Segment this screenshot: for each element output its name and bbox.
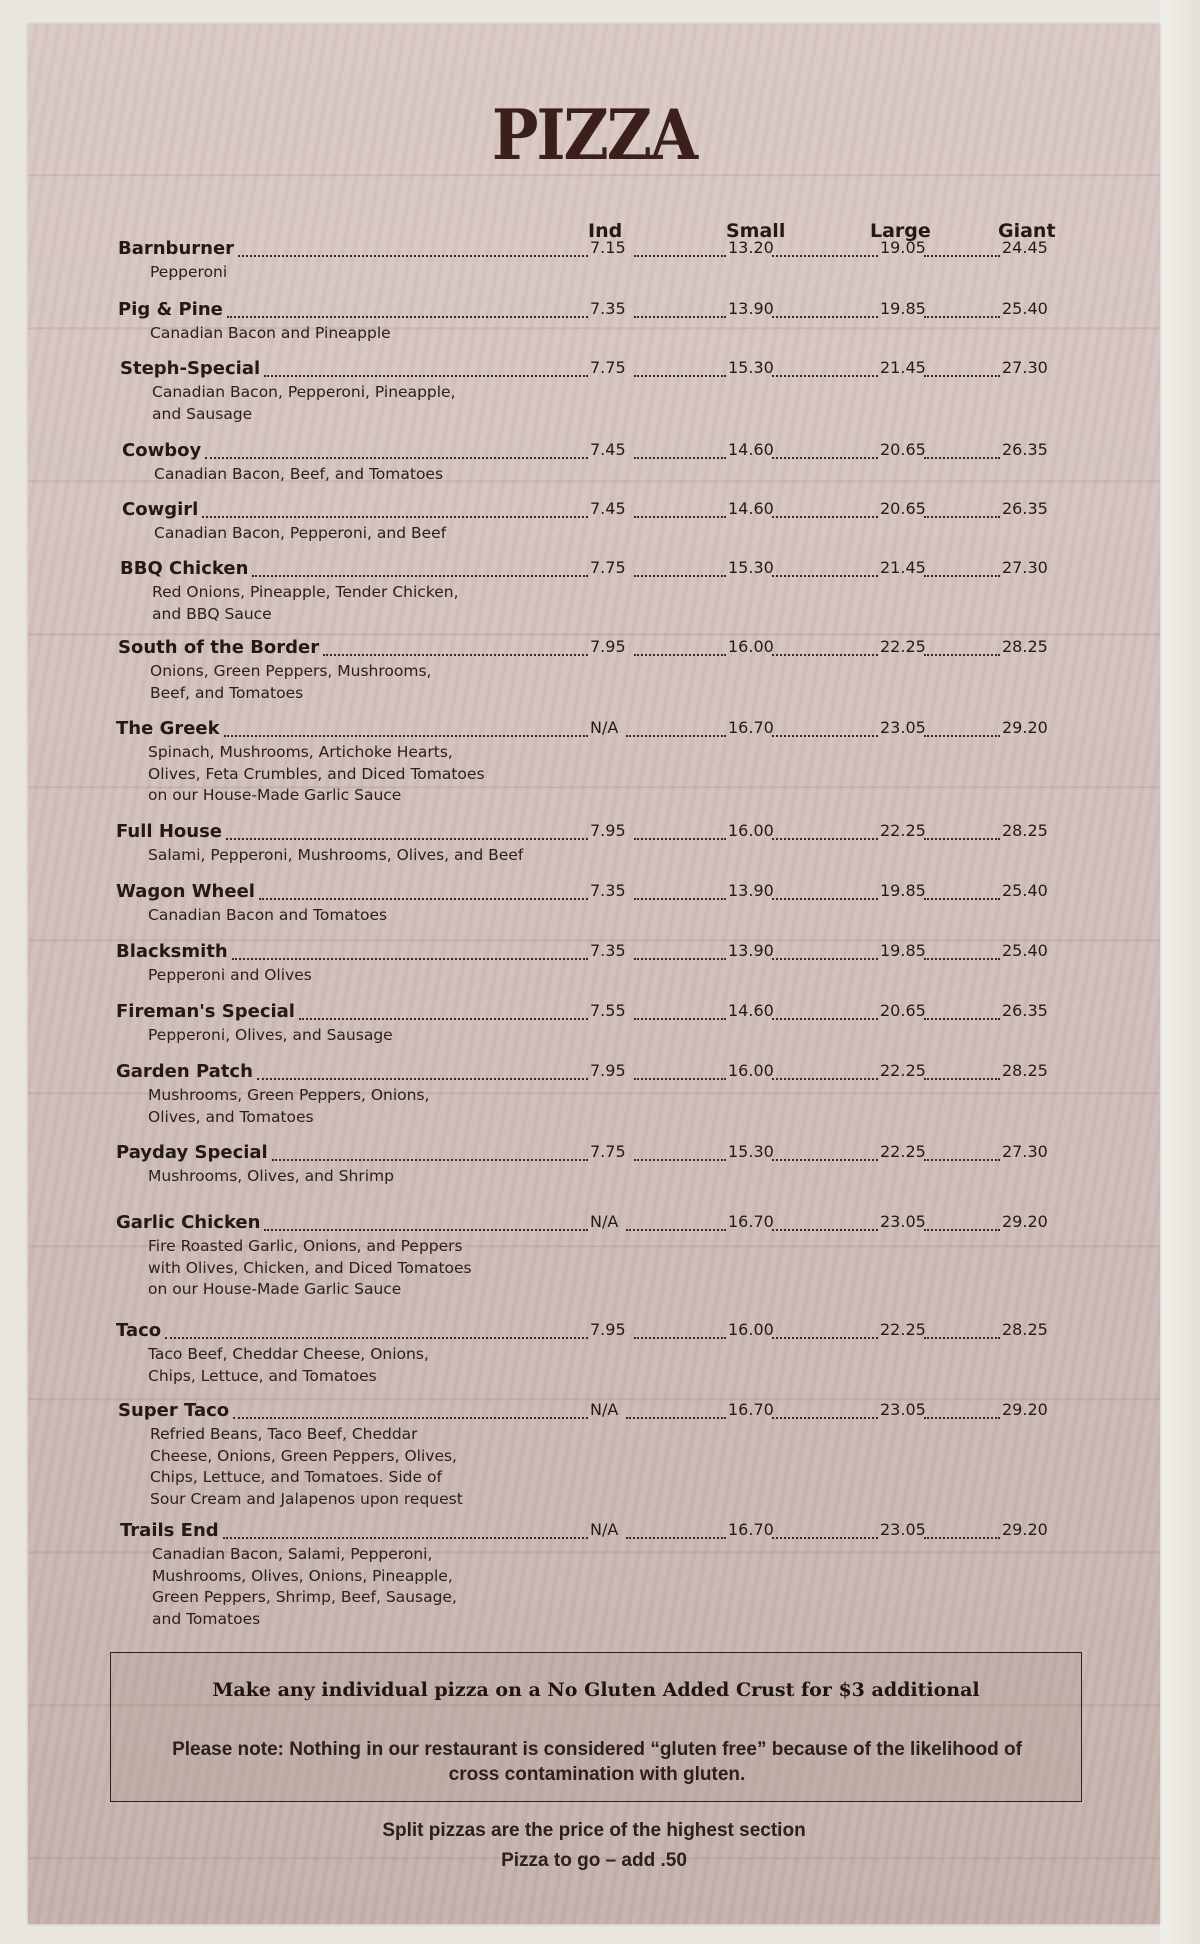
description-line: and Tomatoes bbox=[152, 1609, 261, 1628]
menu-item-price-ind: 7.55 bbox=[590, 1001, 626, 1020]
description-line: Canadian Bacon, Pepperoni, Pineapple, bbox=[152, 383, 456, 401]
price-leader-dots bbox=[238, 255, 588, 257]
description-line: Pepperoni, Olives, and Sausage bbox=[148, 1026, 393, 1044]
description-line: Taco Beef, Cheddar Cheese, Onions, bbox=[148, 1345, 429, 1363]
price-leader-dots bbox=[772, 1018, 878, 1020]
price-leader-dots bbox=[232, 958, 588, 960]
menu-item-row bbox=[28, 558, 1160, 582]
menu-item-price-small: 14.60 bbox=[728, 440, 774, 459]
price-leader-dots bbox=[772, 575, 878, 577]
price-leader-dots bbox=[634, 1078, 726, 1080]
gluten-disclaimer: Please note: Nothing in our restaurant is considered “gluten free” because of the likelihood of cross contamination with gluten. bbox=[172, 1739, 1022, 1785]
menu-item-price-large: 22.25 bbox=[880, 1320, 926, 1339]
price-leader-dots bbox=[772, 1229, 878, 1231]
price-leader-dots bbox=[924, 575, 1000, 577]
menu-item-price-ind: 7.75 bbox=[590, 558, 626, 577]
description-line: Fire Roasted Garlic, Onions, and Peppers bbox=[148, 1237, 463, 1255]
price-leader-dots bbox=[165, 1337, 588, 1339]
menu-item-description bbox=[148, 742, 578, 807]
price-leader-dots bbox=[634, 654, 726, 656]
menu-item-description bbox=[150, 262, 580, 284]
price-leader-dots bbox=[634, 575, 726, 577]
menu-item-row bbox=[28, 299, 1160, 323]
menu-item-price-large: 22.25 bbox=[880, 821, 926, 840]
description-line: and BBQ Sauce bbox=[152, 604, 272, 623]
menu-item-price-ind: 7.95 bbox=[590, 1320, 626, 1339]
description-line: Spinach, Mushrooms, Artichoke Hearts, bbox=[148, 743, 453, 761]
menu-item-price-ind: N/A bbox=[590, 1520, 619, 1539]
menu-item-price-large: 19.85 bbox=[880, 299, 926, 318]
menu-item-price-small: 15.30 bbox=[728, 558, 774, 577]
price-leader-dots bbox=[924, 255, 1000, 257]
price-leader-dots bbox=[924, 457, 1000, 459]
price-leader-dots bbox=[634, 516, 726, 518]
menu-item-price-small: 16.70 bbox=[728, 1212, 774, 1231]
menu-item-name: The Greek bbox=[116, 718, 220, 739]
menu-page bbox=[28, 24, 1160, 1924]
menu-item-price-small: 15.30 bbox=[728, 358, 774, 377]
menu-item-row bbox=[28, 499, 1160, 523]
menu-item-name: Cowboy bbox=[122, 440, 202, 461]
menu-item-row bbox=[28, 821, 1160, 845]
menu-item-price-ind: 7.75 bbox=[590, 1142, 626, 1161]
menu-item-price-large: 20.65 bbox=[880, 440, 926, 459]
menu-item-name: Full House bbox=[116, 821, 222, 842]
menu-item-price-large: 19.85 bbox=[880, 941, 926, 960]
menu-item-price-ind: 7.75 bbox=[590, 358, 626, 377]
price-leader-dots bbox=[257, 1078, 588, 1080]
description-line: Green Peppers, Shrimp, Beef, Sausage, bbox=[152, 1588, 457, 1606]
menu-item-price-large: 22.25 bbox=[880, 637, 926, 656]
menu-item-name: Blacksmith bbox=[116, 941, 228, 962]
price-leader-dots bbox=[634, 457, 726, 459]
price-leader-dots bbox=[202, 516, 588, 518]
description-line: Pepperoni and Olives bbox=[148, 966, 312, 984]
menu-item-price-large: 23.05 bbox=[880, 1400, 926, 1419]
price-leader-dots bbox=[272, 1159, 588, 1161]
menu-item-price-large: 22.25 bbox=[880, 1061, 926, 1080]
price-leader-dots bbox=[772, 1337, 878, 1339]
description-line: with Olives, Chicken, and Diced Tomatoes bbox=[148, 1258, 472, 1277]
price-leader-dots bbox=[634, 316, 726, 318]
menu-item-name: Garlic Chicken bbox=[116, 1212, 261, 1233]
description-line: Mushrooms, Olives, and Shrimp bbox=[148, 1167, 394, 1185]
price-leader-dots bbox=[626, 1537, 726, 1539]
price-leader-dots bbox=[924, 654, 1000, 656]
menu-item-description bbox=[148, 1025, 578, 1047]
menu-item-name: Taco bbox=[116, 1320, 162, 1341]
menu-item-row bbox=[28, 358, 1160, 382]
description-line: Mushrooms, Olives, Onions, Pineapple, bbox=[152, 1566, 453, 1585]
price-leader-dots bbox=[772, 1537, 878, 1539]
menu-item-price-small: 16.00 bbox=[728, 637, 774, 656]
price-leader-dots bbox=[223, 1537, 588, 1539]
menu-item-name: Pig & Pine bbox=[118, 299, 223, 320]
menu-item-price-large: 21.45 bbox=[880, 358, 926, 377]
menu-item-price-large: 20.65 bbox=[880, 499, 926, 518]
menu-item-name: Trails End bbox=[120, 1520, 219, 1541]
menu-item-name: BBQ Chicken bbox=[120, 558, 249, 579]
menu-item-row bbox=[28, 440, 1160, 464]
menu-item-price-giant: 26.35 bbox=[1002, 440, 1048, 459]
price-leader-dots bbox=[224, 735, 588, 737]
menu-item-name: Barnburner bbox=[118, 238, 235, 259]
menu-item-price-ind: 7.45 bbox=[590, 499, 626, 518]
description-line: Beef, and Tomatoes bbox=[150, 683, 304, 702]
menu-item-name: Steph-Special bbox=[120, 358, 261, 379]
price-leader-dots bbox=[924, 898, 1000, 900]
menu-item-description bbox=[152, 1544, 582, 1630]
price-leader-dots bbox=[772, 1417, 878, 1419]
description-line: Canadian Bacon, Salami, Pepperoni, bbox=[152, 1545, 433, 1563]
menu-item-row bbox=[28, 238, 1160, 262]
menu-item-price-small: 13.20 bbox=[728, 238, 774, 257]
price-leader-dots bbox=[634, 1337, 726, 1339]
price-leader-dots bbox=[924, 1417, 1000, 1419]
price-leader-dots bbox=[323, 654, 588, 656]
menu-item-row bbox=[28, 718, 1160, 742]
description-line: Chips, Lettuce, and Tomatoes bbox=[148, 1366, 377, 1385]
menu-item-name: Fireman's Special bbox=[116, 1001, 295, 1022]
gluten-notice-box bbox=[110, 1652, 1082, 1802]
column-header-small: Small bbox=[726, 220, 786, 242]
price-leader-dots bbox=[299, 1018, 588, 1020]
menu-item-price-giant: 27.30 bbox=[1002, 1142, 1048, 1161]
menu-item-name: Payday Special bbox=[116, 1142, 268, 1163]
menu-item-name: South of the Border bbox=[118, 637, 320, 658]
description-line: Refried Beans, Taco Beef, Cheddar bbox=[150, 1425, 418, 1443]
description-line: Onions, Green Peppers, Mushrooms, bbox=[150, 662, 432, 680]
menu-item-price-small: 16.70 bbox=[728, 1520, 774, 1539]
menu-item-row bbox=[28, 1520, 1160, 1544]
menu-item-row bbox=[28, 1320, 1160, 1344]
price-leader-dots bbox=[205, 457, 588, 459]
price-leader-dots bbox=[924, 1537, 1000, 1539]
price-leader-dots bbox=[264, 375, 588, 377]
price-leader-dots bbox=[772, 316, 878, 318]
menu-item-description bbox=[154, 523, 584, 545]
menu-item-price-small: 13.90 bbox=[728, 941, 774, 960]
price-leader-dots bbox=[772, 516, 878, 518]
price-leader-dots bbox=[772, 457, 878, 459]
price-leader-dots bbox=[772, 735, 878, 737]
menu-item-row bbox=[28, 881, 1160, 905]
price-leader-dots bbox=[634, 958, 726, 960]
menu-item-description bbox=[152, 582, 582, 625]
description-line: Pepperoni bbox=[150, 263, 228, 281]
menu-item-description bbox=[148, 1344, 578, 1387]
price-leader-dots bbox=[634, 255, 726, 257]
description-line: on our House-Made Garlic Sauce bbox=[148, 1280, 402, 1298]
menu-item-price-large: 20.65 bbox=[880, 1001, 926, 1020]
menu-item-price-giant: 29.20 bbox=[1002, 1212, 1048, 1231]
description-line: Canadian Bacon and Pineapple bbox=[150, 324, 391, 342]
menu-item-price-small: 13.90 bbox=[728, 299, 774, 318]
price-leader-dots bbox=[634, 1018, 726, 1020]
menu-item-price-giant: 28.25 bbox=[1002, 1320, 1048, 1339]
menu-item-price-ind: N/A bbox=[590, 1212, 619, 1231]
description-line: Canadian Bacon, Pepperoni, and Beef bbox=[154, 524, 447, 542]
menu-item-description bbox=[148, 1085, 578, 1128]
menu-item-price-giant: 27.30 bbox=[1002, 358, 1048, 377]
menu-item-price-ind: 7.95 bbox=[590, 1061, 626, 1080]
price-leader-dots bbox=[924, 375, 1000, 377]
price-leader-dots bbox=[772, 1159, 878, 1161]
menu-item-price-small: 16.00 bbox=[728, 1061, 774, 1080]
menu-item-description bbox=[150, 1424, 580, 1510]
menu-item-price-small: 16.70 bbox=[728, 718, 774, 737]
split-pizza-note: Split pizzas are the price of the highest section bbox=[382, 1820, 806, 1841]
menu-item-description bbox=[148, 845, 578, 867]
description-line: Red Onions, Pineapple, Tender Chicken, bbox=[152, 583, 459, 601]
menu-item-price-ind: 7.45 bbox=[590, 440, 626, 459]
menu-item-name: Wagon Wheel bbox=[116, 881, 255, 902]
price-leader-dots bbox=[924, 1337, 1000, 1339]
menu-item-price-giant: 25.40 bbox=[1002, 941, 1048, 960]
price-leader-dots bbox=[264, 1229, 588, 1231]
menu-item-price-giant: 26.35 bbox=[1002, 1001, 1048, 1020]
price-leader-dots bbox=[634, 1159, 726, 1161]
menu-item-price-ind: 7.35 bbox=[590, 941, 626, 960]
description-line: Canadian Bacon, Beef, and Tomatoes bbox=[154, 465, 444, 483]
description-line: Chips, Lettuce, and Tomatoes. Side of bbox=[150, 1468, 442, 1486]
price-leader-dots bbox=[634, 838, 726, 840]
description-line: Mushrooms, Green Peppers, Onions, bbox=[148, 1086, 430, 1104]
menu-item-price-small: 13.90 bbox=[728, 881, 774, 900]
column-header-ind: Ind bbox=[588, 220, 623, 242]
menu-item-description bbox=[148, 1166, 578, 1188]
menu-item-price-ind: N/A bbox=[590, 1400, 619, 1419]
price-leader-dots bbox=[634, 898, 726, 900]
menu-item-price-large: 19.85 bbox=[880, 881, 926, 900]
menu-item-description bbox=[150, 661, 580, 704]
menu-item-price-large: 23.05 bbox=[880, 718, 926, 737]
menu-item-price-giant: 24.45 bbox=[1002, 238, 1048, 257]
price-leader-dots bbox=[634, 375, 726, 377]
menu-item-row bbox=[28, 1142, 1160, 1166]
menu-item-price-small: 14.60 bbox=[728, 499, 774, 518]
menu-item-price-giant: 28.25 bbox=[1002, 637, 1048, 656]
price-leader-dots bbox=[924, 1078, 1000, 1080]
menu-item-name: Super Taco bbox=[118, 1400, 230, 1421]
page-title: PIZZA bbox=[491, 94, 697, 176]
price-leader-dots bbox=[626, 1417, 726, 1419]
menu-item-price-giant: 29.20 bbox=[1002, 1400, 1048, 1419]
menu-item-price-large: 22.25 bbox=[880, 1142, 926, 1161]
menu-item-price-ind: 7.95 bbox=[590, 821, 626, 840]
menu-item-price-ind: 7.35 bbox=[590, 881, 626, 900]
menu-item-price-small: 16.00 bbox=[728, 1320, 774, 1339]
price-leader-dots bbox=[924, 516, 1000, 518]
description-line: Olives, and Tomatoes bbox=[148, 1107, 314, 1126]
description-line: Sour Cream and Jalapenos upon request bbox=[150, 1489, 463, 1508]
menu-item-price-giant: 26.35 bbox=[1002, 499, 1048, 518]
price-leader-dots bbox=[227, 316, 588, 318]
menu-item-price-ind: 7.15 bbox=[590, 238, 626, 257]
menu-item-row bbox=[28, 1061, 1160, 1085]
menu-item-description bbox=[150, 323, 580, 345]
price-leader-dots bbox=[233, 1417, 588, 1419]
description-line: and Sausage bbox=[152, 404, 253, 423]
description-line: Salami, Pepperoni, Mushrooms, Olives, and Beef bbox=[148, 846, 524, 864]
price-leader-dots bbox=[924, 735, 1000, 737]
menu-item-price-giant: 25.40 bbox=[1002, 299, 1048, 318]
menu-item-price-large: 23.05 bbox=[880, 1212, 926, 1231]
menu-item-description bbox=[154, 464, 584, 486]
price-leader-dots bbox=[772, 1078, 878, 1080]
gluten-crust-offer: Make any individual pizza on a No Gluten Added Crust for $3 additional bbox=[212, 1679, 980, 1701]
menu-item-name: Cowgirl bbox=[122, 499, 199, 520]
menu-item-price-large: 21.45 bbox=[880, 558, 926, 577]
price-leader-dots bbox=[924, 1229, 1000, 1231]
to-go-note: Pizza to go – add .50 bbox=[501, 1850, 687, 1871]
menu-item-price-small: 15.30 bbox=[728, 1142, 774, 1161]
price-leader-dots bbox=[772, 958, 878, 960]
price-leader-dots bbox=[772, 375, 878, 377]
column-header-large: Large bbox=[870, 220, 931, 242]
price-leader-dots bbox=[924, 1159, 1000, 1161]
price-leader-dots bbox=[259, 898, 588, 900]
description-line: Canadian Bacon and Tomatoes bbox=[148, 906, 388, 924]
price-leader-dots bbox=[626, 735, 726, 737]
menu-item-price-giant: 28.25 bbox=[1002, 821, 1048, 840]
menu-item-price-giant: 29.20 bbox=[1002, 718, 1048, 737]
price-leader-dots bbox=[252, 575, 588, 577]
menu-item-price-small: 16.00 bbox=[728, 821, 774, 840]
menu-item-row bbox=[28, 941, 1160, 965]
description-line: on our House-Made Garlic Sauce bbox=[148, 786, 402, 804]
price-leader-dots bbox=[924, 316, 1000, 318]
menu-item-price-ind: 7.35 bbox=[590, 299, 626, 318]
menu-item-description bbox=[148, 965, 578, 987]
menu-item-price-giant: 28.25 bbox=[1002, 1061, 1048, 1080]
price-leader-dots bbox=[772, 255, 878, 257]
menu-item-price-giant: 27.30 bbox=[1002, 558, 1048, 577]
menu-item-description bbox=[148, 1236, 578, 1301]
price-leader-dots bbox=[626, 1229, 726, 1231]
page-edge bbox=[1160, 0, 1200, 1944]
menu-item-price-giant: 29.20 bbox=[1002, 1520, 1048, 1539]
price-leader-dots bbox=[226, 838, 588, 840]
menu-item-price-ind: 7.95 bbox=[590, 637, 626, 656]
description-line: Olives, Feta Crumbles, and Diced Tomatoes bbox=[148, 764, 485, 783]
column-header-giant: Giant bbox=[998, 220, 1056, 242]
menu-item-row bbox=[28, 637, 1160, 661]
price-leader-dots bbox=[924, 838, 1000, 840]
price-leader-dots bbox=[924, 1018, 1000, 1020]
menu-item-price-small: 16.70 bbox=[728, 1400, 774, 1419]
description-line: Cheese, Onions, Green Peppers, Olives, bbox=[150, 1446, 457, 1465]
menu-item-description bbox=[152, 382, 582, 425]
menu-item-price-large: 23.05 bbox=[880, 1520, 926, 1539]
menu-item-price-small: 14.60 bbox=[728, 1001, 774, 1020]
menu-item-price-giant: 25.40 bbox=[1002, 881, 1048, 900]
price-leader-dots bbox=[772, 654, 878, 656]
menu-item-row bbox=[28, 1212, 1160, 1236]
price-leader-dots bbox=[924, 958, 1000, 960]
menu-item-name: Garden Patch bbox=[116, 1061, 253, 1082]
menu-item-row bbox=[28, 1001, 1160, 1025]
menu-item-price-large: 19.05 bbox=[880, 238, 926, 257]
menu-item-price-ind: N/A bbox=[590, 718, 619, 737]
price-leader-dots bbox=[772, 838, 878, 840]
price-leader-dots bbox=[772, 898, 878, 900]
menu-item-description bbox=[148, 905, 578, 927]
menu-item-row bbox=[28, 1400, 1160, 1424]
